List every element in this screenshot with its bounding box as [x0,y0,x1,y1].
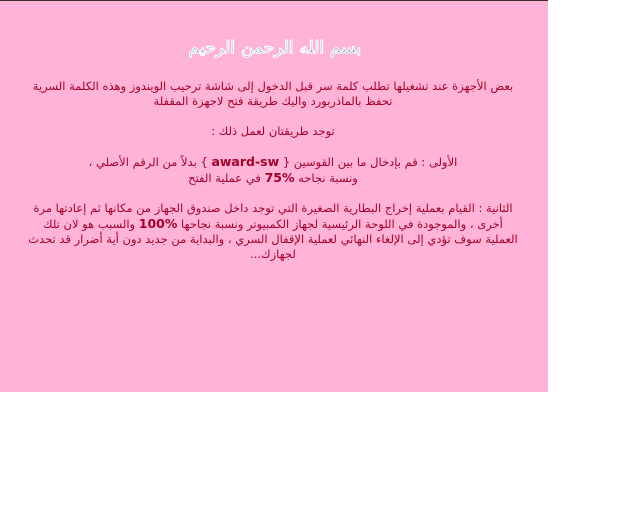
article-body [6,79,540,277]
method-two-line-2 [6,216,540,232]
method-one-line-2 [6,170,540,186]
method-two-text-end: والسبب هو لان تلك [43,217,136,231]
method-one-text-start: الأولى : قم بإدخال ما بين القوسين { [282,155,458,169]
intro-paragraph [6,79,540,109]
method-two-line-4: لجهازك... [250,247,296,261]
method-one-paragraph [6,154,540,186]
method-two-text-start: أخرى ، والموجودة في اللوحة الرئيسية لجهاز الكمبيوتر ونسبة نجاحها [181,217,503,231]
method-two-line-1: الثانية : القيام بعملية إخراج البطارية الصغيرة التي توجد داخل صندوق الجهاز من مكانها ثم إعادتها مرة [33,201,513,215]
method-two-paragraph [6,201,540,262]
password-code: award-sw [211,154,280,169]
method-two-rate: 100% [138,216,178,231]
method-one-text-end: } بدلاً من الرقم الأصلي ، [88,155,208,169]
method-two-line-3: العملية سوف تؤدي إلى الإلغاء النهائي لعملية الإقفال السري ، والبداية من جديد دون أية أضرار قد تحدث [28,232,518,246]
basmala-text: بسم الله الرحمن الرحيم [188,38,362,58]
method-one-line-1 [6,154,540,170]
methods-heading-text: توجد طريقتان لعمل ذلك : [211,124,335,138]
basmala-calligraphy-icon [188,27,362,63]
method-one-rate-label: ونسبة نجاحه [298,171,358,185]
method-one-rate-suffix: في عملية الفتح [188,171,261,185]
intro-line-1: بعض الأجهزة عند تشغيلها تطلب كلمة سر قبل الدخول إلى شاشة ترحيب الويندوز وهذه الكلمة السرية [32,79,514,93]
method-one-rate: 75% [264,170,295,185]
methods-heading [6,124,540,139]
intro-line-2: تحفظ بالماذربورد واليك طريقة فتح لاجهزة المقفلة [153,94,393,108]
